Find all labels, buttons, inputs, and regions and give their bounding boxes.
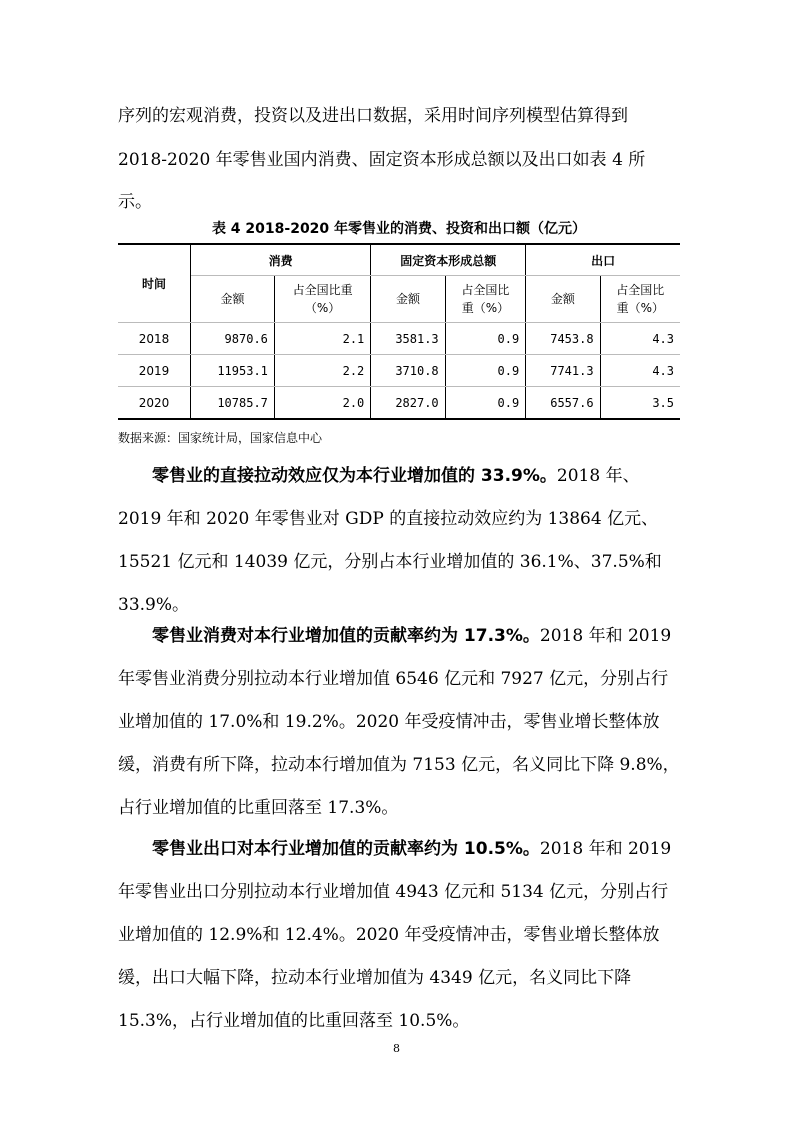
cell-year: 2019 [118,355,191,387]
sub-header-share-line2: （%） [304,301,341,315]
page-number: 8 [393,1042,400,1055]
cell-investment-share: 0.9 [445,355,526,387]
paragraph-body: 2018 年、2019 年和 2020 年零售业对 GDP 的直接拉动效应约为 13864 亿元、15521 亿元和 14039 亿元，分别占本行业增加值的 36.1%、37.5%和 33.9%。 [118,466,662,615]
paragraph-direct-effect [118,455,680,627]
table-row [118,355,680,387]
intro-line-3: 示。 [118,192,152,212]
cell-year: 2020 [118,387,191,420]
cell-export-amount: 6557.6 [526,387,600,420]
cell-consumption-share: 2.2 [274,355,370,387]
paragraph-lead: 零售业出口对本行业增加值的贡献率约为 10.5%。 [152,839,540,859]
cell-investment-amount: 3581.3 [371,323,445,355]
intro-line-1: 序列的宏观消费，投资以及进出口数据，采用时间序列模型估算得到 [118,106,628,126]
sub-header-share-line2: 重（%） [461,301,510,315]
sub-header-amount: 金额 [191,276,275,323]
cell-export-share: 3.5 [600,387,680,420]
sub-header-share [274,276,370,323]
cell-export-share: 4.3 [600,323,680,355]
table-row [118,387,680,420]
paragraph-lead: 零售业消费对本行业增加值的贡献率约为 17.3%。 [152,626,540,646]
cell-consumption-share: 2.1 [274,323,370,355]
paragraph-export [118,828,680,1043]
paragraph-lead: 零售业的直接拉动效应仅为本行业增加值的 33.9%。 [152,466,557,486]
sub-header-share [600,276,680,323]
group-header-consumption: 消费 [191,244,371,276]
sub-header-share-line2: 重（%） [616,301,664,315]
data-source-note: 数据来源：国家统计局，国家信息中心 [118,431,323,445]
cell-investment-share: 0.9 [445,323,526,355]
cell-export-amount: 7453.8 [526,323,600,355]
intro-line-2: 2018-2020 年零售业国内消费、固定资本形成总额以及出口如表 4 所 [118,150,646,170]
cell-consumption-share: 2.0 [274,387,370,420]
paragraph-body: 2018 年和 2019 年零售业消费分别拉动本行业增加值 6546 亿元和 7927 亿元，分别占行业增加值的 17.0%和 19.2%。2020 年受疫情冲击，零售业增长整体放缓，消费有所下降，拉动本行增加值为 7153 亿元，名义同比下降 9.8%，占行业增加值的比重回落至 17.3%。 [118,626,680,818]
cell-investment-amount: 2827.0 [371,387,445,420]
cell-consumption-amount: 9870.6 [191,323,275,355]
col-time-header: 时间 [118,244,191,323]
cell-investment-share: 0.9 [445,387,526,420]
sub-header-amount: 金额 [526,276,600,323]
sub-header-share-line1: 占全国比 [461,283,510,297]
group-header-export: 出口 [526,244,680,276]
table-caption: 表 4 2018-2020 年零售业的消费、投资和出口额（亿元） [211,221,587,237]
sub-header-share-line1: 占全国比重 [292,283,353,297]
data-table [118,243,680,420]
sub-header-share [445,276,526,323]
cell-investment-amount: 3710.8 [371,355,445,387]
cell-export-share: 4.3 [600,355,680,387]
group-header-investment: 固定资本形成总额 [371,244,526,276]
table-row [118,323,680,355]
paragraph-consumption [118,615,680,830]
paragraph-body: 2018 年和 2019 年零售业出口分别拉动本行业增加值 4943 亿元和 5134 亿元，分别占行业增加值的 12.9%和 12.4%。2020 年受疫情冲击，零售业增长整体放缓，出口大幅下降，拉动本行业增加值为 4349 亿元，名义同比下降 15.3%，占行业增加值的比重回落至 10.5%。 [118,839,672,1031]
cell-export-amount: 7741.3 [526,355,600,387]
cell-consumption-amount: 11953.1 [191,355,275,387]
cell-consumption-amount: 10785.7 [191,387,275,420]
sub-header-share-line1: 占全国比 [616,283,665,297]
sub-header-amount: 金额 [371,276,445,323]
cell-year: 2018 [118,323,191,355]
